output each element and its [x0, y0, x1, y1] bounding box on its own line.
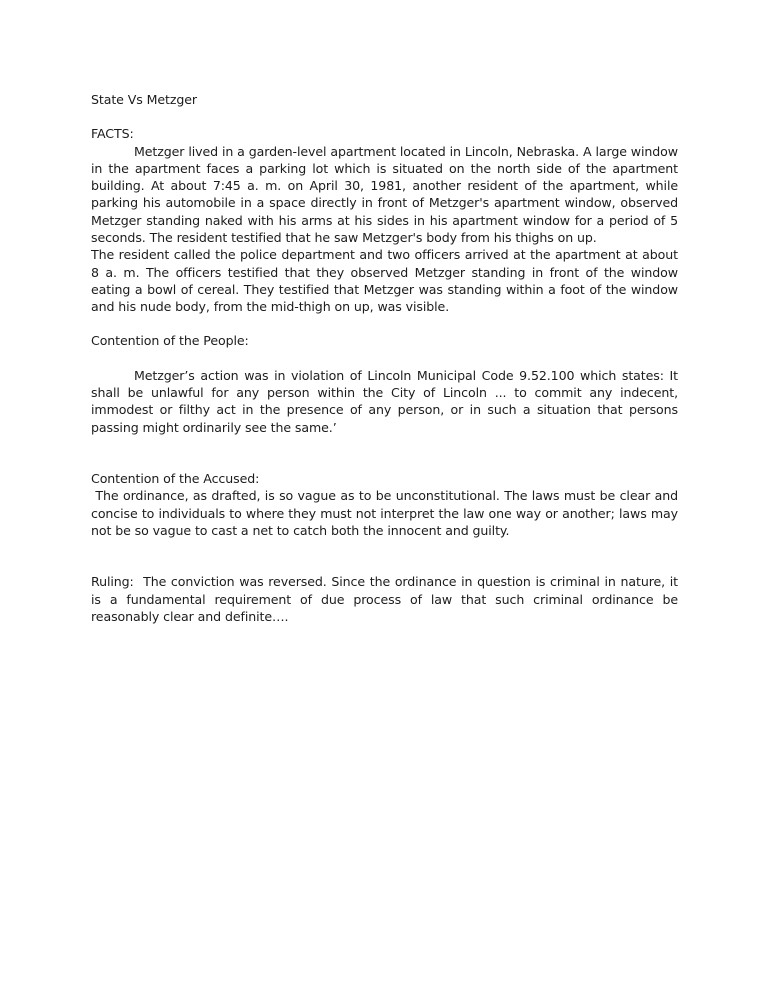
facts-paragraph-1: Metzger lived in a garden-level apartment located in Lincoln, Nebraska. A large window in the apartment faces a parking lot which is situated on the north side of the apartment building. At about 7:45 a. m. on April 30, 1981, another resident of the apartment, while parking his automobile in a space directly in front of Metzger's apartment window, observed Metzger standing naked with his arms at his sides in his apartment window for a period of 5 seconds. The resident testified that he saw Metzger's body from his thighs on up. [91, 143, 678, 246]
spacer [91, 436, 678, 470]
document-body [91, 91, 682, 625]
facts-heading: FACTS: [91, 126, 134, 142]
accused-contention-heading: Contention of the Accused: [91, 471, 260, 487]
ruling-paragraph: Ruling: The conviction was reversed. Since the ordinance in question is criminal in nature, it is a fundamental requirement of due process of law that such criminal ordinance be reasonably clear and definite…. [91, 574, 682, 624]
spacer [91, 539, 678, 573]
people-contention-paragraph: Metzger’s action was in violation of Lincoln Municipal Code 9.52.100 which states: It shall be unlawful for any person within the City of Lincoln ... to commit any indecent, immodest or filthy act in the presence of any person, or in such a situation that persons passing might ordinarily see the same.’ [91, 367, 678, 435]
accused-contention-paragraph: The ordinance, as drafted, is so vague as to be unconstitutional. The laws must be clear and concise to individuals to where they must not interpret the law one way or another; laws may not be so vague to cast a net to catch both the innocent and guilty. [91, 488, 682, 538]
spacer [91, 316, 678, 332]
document-title: State Vs Metzger [91, 92, 198, 107]
spacer [91, 349, 678, 367]
facts-paragraph-2: The resident called the police department and two officers arrived at the apartment at about 8 a. m. The officers testified that they observed Metzger standing in front of the window eating a bowl of cereal. They testified that Metzger was standing within a foot of the window and his nude body, from the mid-thigh on up, was visible. [91, 247, 678, 315]
people-contention-heading: Contention of the People: [91, 332, 249, 348]
